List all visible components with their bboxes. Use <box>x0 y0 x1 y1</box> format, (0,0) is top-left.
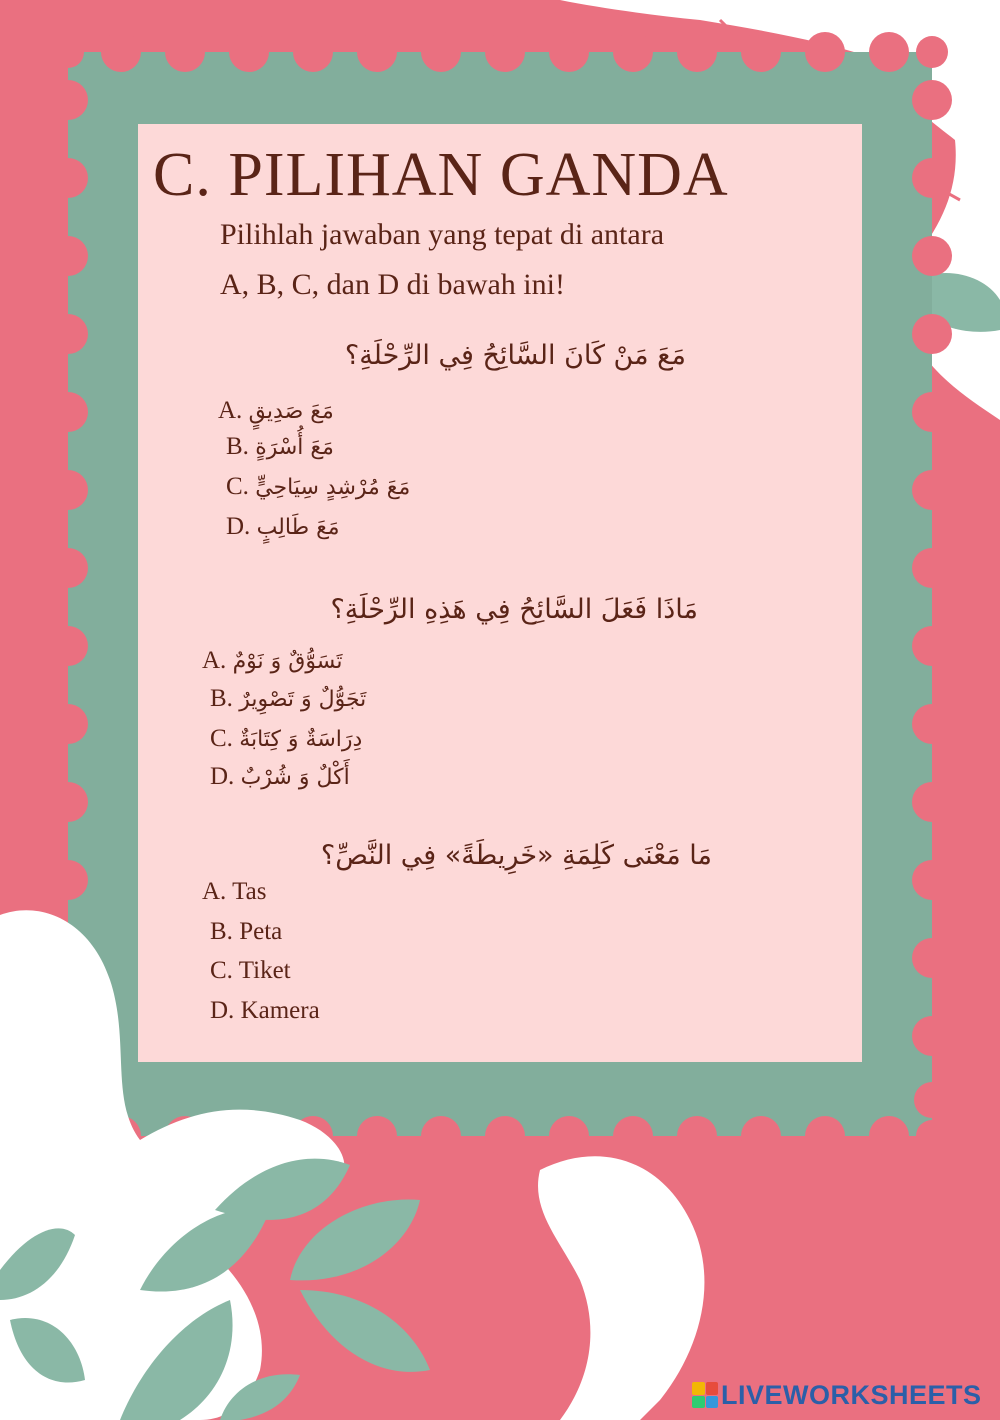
option-text: Kamera <box>240 997 320 1024</box>
q2-option-b[interactable] <box>210 686 366 711</box>
option-letter: C. <box>210 957 233 984</box>
option-text: أَكْلٌ وَ شُرْبٌ <box>240 765 350 790</box>
option-text: تَجَوُّلٌ وَ تَصْوِيرٌ <box>239 687 367 712</box>
q1-option-d[interactable] <box>226 514 340 539</box>
logo-badge-icon <box>692 1382 718 1408</box>
q3-option-d[interactable] <box>210 998 320 1023</box>
instruction-line-1: Pilihlah jawaban yang tepat di antara <box>220 218 665 251</box>
badge-square <box>706 1382 719 1395</box>
question-1-text: مَعَ مَنْ كَانَ السَّائِحُ فِي الرِّحْلَةِ؟ <box>344 340 686 371</box>
option-letter: A. <box>202 647 227 674</box>
q3-option-a[interactable] <box>202 879 266 904</box>
option-letter: A. <box>218 397 243 424</box>
badge-square <box>706 1396 719 1409</box>
option-letter: D. <box>210 997 235 1024</box>
option-letter: B. <box>210 685 233 712</box>
q2-option-c[interactable] <box>210 726 362 751</box>
option-text: مَعَ أُسْرَةٍ <box>255 435 334 460</box>
q3-option-b[interactable] <box>210 919 282 944</box>
badge-square <box>692 1382 705 1395</box>
logo-text: LIVEWORKSHEETS <box>721 1379 982 1410</box>
q2-option-d[interactable] <box>210 764 350 789</box>
option-letter: C. <box>210 725 233 752</box>
option-text: مَعَ مُرْشِدٍ سِيَاحِيٍّ <box>255 475 411 500</box>
option-text: تَسَوُّقٌ وَ نَوْمٌ <box>232 649 343 674</box>
option-text: Tiket <box>238 957 291 984</box>
option-text: Tas <box>232 878 267 905</box>
q3-option-c[interactable] <box>210 958 291 983</box>
question-2-text: مَاذَا فَعَلَ السَّائِحُ فِي هَذِهِ الرِّحْلَةِ؟ <box>330 594 698 625</box>
badge-square <box>692 1396 705 1409</box>
option-letter: D. <box>210 763 235 790</box>
option-letter: C. <box>226 473 249 500</box>
option-letter: A. <box>202 878 227 905</box>
option-text: دِرَاسَةٌ وَ كِتَابَةٌ <box>239 727 363 752</box>
q1-option-a[interactable] <box>218 398 334 423</box>
question-3-text: مَا مَعْنَى كَلِمَةِ «خَرِيطَةً» فِي النَّصِّ؟ <box>320 840 712 871</box>
q2-option-a[interactable] <box>202 648 342 673</box>
liveworksheets-logo[interactable] <box>692 1380 982 1410</box>
option-text: Peta <box>239 918 283 945</box>
option-text: مَعَ صَدِيقٍ <box>248 399 334 424</box>
q1-option-b[interactable] <box>226 434 334 459</box>
instruction-line-2: A, B, C, dan D di bawah ini! <box>220 268 565 301</box>
page-title: C. PILIHAN GANDA <box>153 141 729 209</box>
option-text: مَعَ طَالِبٍ <box>256 515 340 540</box>
option-letter: D. <box>226 513 251 540</box>
option-letter: B. <box>226 433 249 460</box>
q1-option-c[interactable] <box>226 474 410 499</box>
option-letter: B. <box>210 918 233 945</box>
worksheet-card <box>138 124 862 1062</box>
